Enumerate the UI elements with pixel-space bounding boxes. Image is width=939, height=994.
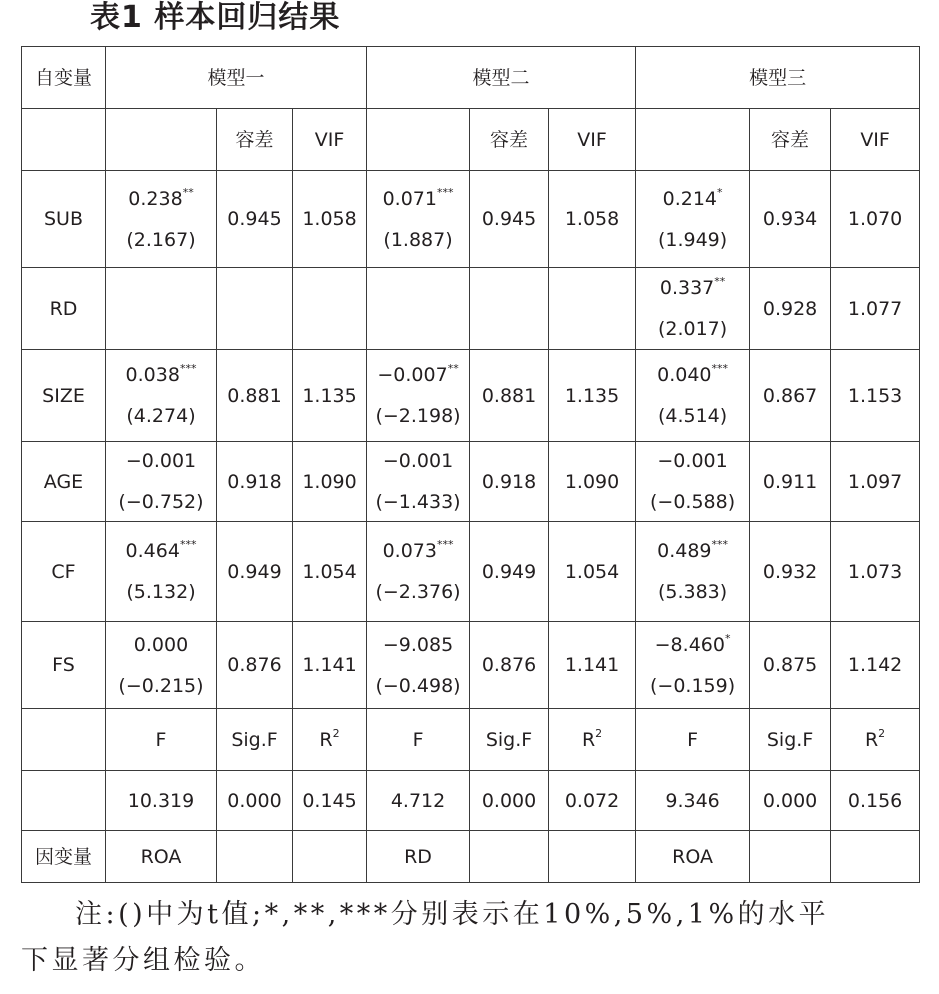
significance-marker: ***: [711, 538, 729, 551]
coefficient-number: 0.238: [128, 187, 183, 210]
t-value: (2.167): [126, 228, 196, 251]
vif-value: 1.090: [549, 442, 636, 522]
regression-table: [21, 46, 920, 883]
coefficient-value: [106, 451, 216, 471]
t-value: (4.514): [657, 405, 728, 427]
tolerance-value: 0.881: [470, 350, 549, 442]
dependent-var-value: ROA: [106, 831, 217, 883]
t-value: (4.274): [126, 405, 196, 427]
f-header: F: [367, 709, 470, 771]
tolerance-value: 0.918: [470, 442, 549, 522]
coefficient-cell: [636, 171, 750, 268]
dependent-var-value: RD: [367, 831, 470, 883]
t-value: (−2.198): [375, 405, 461, 427]
significance-marker: ***: [179, 538, 197, 551]
significance-marker: ***: [711, 362, 729, 375]
dependent-var-row: [22, 831, 920, 883]
coefficient-value: [636, 185, 749, 210]
significance-marker: **: [714, 275, 726, 288]
vif-value: 1.090: [293, 442, 367, 522]
coefficient-cell: [367, 522, 470, 622]
f-value: 9.346: [636, 771, 750, 831]
model-header-row: [22, 47, 920, 109]
coefficient-cell: [367, 350, 470, 442]
coefficient-value: [636, 362, 749, 386]
tolerance-value: 0.875: [750, 622, 831, 709]
dependent-var-label: 因变量: [22, 831, 106, 883]
coefficient-value: [367, 362, 469, 386]
tolerance-header: 容差: [470, 109, 549, 171]
table-row: [22, 350, 920, 442]
data-rows: [22, 171, 920, 709]
note-line-2: 下显著分组检验。: [21, 945, 265, 976]
r2-header: $R^2$: [831, 709, 920, 771]
coefficient-cell: [636, 522, 750, 622]
coefficient-cell: [106, 522, 217, 622]
r2-value: 0.156: [831, 771, 920, 831]
vif-value: 1.070: [831, 171, 920, 268]
tolerance-value: 0.881: [217, 350, 293, 442]
sigf-header: Sig.F: [217, 709, 293, 771]
coefficient-value: [106, 635, 216, 655]
coefficient-cell: [636, 350, 750, 442]
t-value: (−2.376): [375, 581, 461, 603]
significance-marker: **: [447, 362, 459, 375]
t-value: (1.949): [657, 228, 728, 251]
significance-marker: ***: [436, 538, 454, 551]
coefficient-number: −0.001: [657, 450, 728, 472]
vif-value: [549, 268, 636, 350]
t-value: (5.132): [126, 581, 196, 603]
significance-marker: *: [717, 185, 723, 199]
coefficient-cell: [106, 622, 217, 709]
vif-value: 1.073: [831, 522, 920, 622]
f-header: F: [106, 709, 217, 771]
r2-value: 0.145: [293, 771, 367, 831]
tolerance-value: 0.945: [217, 171, 293, 268]
t-value: (−0.159): [649, 674, 736, 697]
coefficient-cell: [106, 442, 217, 522]
coefficient-value: [367, 635, 469, 655]
tolerance-value: 0.911: [750, 442, 831, 522]
coefficient-value: [636, 538, 749, 562]
significance-marker: ***: [179, 362, 197, 375]
variable-name: CF: [22, 522, 106, 622]
coefficient-cell: [106, 171, 217, 268]
vif-value: 1.135: [293, 350, 367, 442]
coefficient-number: 0.337: [659, 277, 715, 299]
table-row: [22, 442, 920, 522]
r2-header: $R^2$: [549, 709, 636, 771]
coefficient-cell: [636, 442, 750, 522]
coefficient-number: 0.000: [133, 633, 189, 656]
coefficient-number: 0.489: [657, 540, 712, 562]
tolerance-value: 0.876: [470, 622, 549, 709]
t-value: (−0.752): [118, 491, 204, 513]
coefficient-value: [636, 631, 749, 656]
vif-value: 1.142: [831, 622, 920, 709]
coefficient-value: [367, 185, 469, 210]
table-row: [22, 622, 920, 709]
r2-value: 0.072: [549, 771, 636, 831]
significance-marker: **: [182, 185, 194, 199]
f-value: 10.319: [106, 771, 217, 831]
coefficient-number: 0.071: [382, 187, 437, 210]
vif-value: 1.097: [831, 442, 920, 522]
dependent-var-value: ROA: [636, 831, 750, 883]
vif-value: 1.054: [549, 522, 636, 622]
variable-name: SIZE: [22, 350, 106, 442]
coefficient-value: [106, 362, 216, 386]
coefficient-number: −0.007: [377, 364, 448, 386]
tolerance-value: 0.867: [750, 350, 831, 442]
independent-var-header: 自变量: [22, 47, 106, 109]
vif-value: 1.077: [831, 268, 920, 350]
tolerance-value: 0.934: [750, 171, 831, 268]
tolerance-value: 0.949: [217, 522, 293, 622]
coefficient-value: [636, 451, 749, 471]
coefficient-cell: [367, 442, 470, 522]
vif-header: VIF: [831, 109, 920, 171]
significance-marker: *: [724, 631, 731, 645]
variable-name: SUB: [22, 171, 106, 268]
table-row: [22, 268, 920, 350]
vif-value: 1.135: [549, 350, 636, 442]
r2-header: $R^2$: [293, 709, 367, 771]
model-3-header: 模型三: [636, 47, 920, 109]
model-1-header: 模型一: [106, 47, 367, 109]
vif-value: 1.054: [293, 522, 367, 622]
sigf-header: Sig.F: [750, 709, 831, 771]
table-note: [21, 892, 921, 984]
vif-value: 1.141: [549, 622, 636, 709]
coefficient-value: [106, 185, 216, 210]
sigf-value: 0.000: [470, 771, 549, 831]
coefficient-cell: [367, 171, 470, 268]
coefficient-cell: [106, 350, 217, 442]
variable-name: AGE: [22, 442, 106, 522]
coefficient-value: [636, 275, 749, 299]
coefficient-number: −0.001: [382, 450, 454, 472]
stats-values-row: [22, 771, 920, 831]
coefficient-number: 0.040: [657, 364, 712, 386]
tolerance-header: 容差: [750, 109, 831, 171]
coefficient-value: [367, 451, 469, 471]
t-value: (−0.588): [649, 491, 736, 513]
tolerance-value: 0.949: [470, 522, 549, 622]
significance-marker: ***: [436, 185, 454, 199]
t-value: (1.887): [383, 228, 453, 251]
coefficient-number: 0.038: [125, 364, 180, 386]
model-2-header: 模型二: [367, 47, 636, 109]
t-value: (−0.215): [118, 674, 204, 697]
tolerance-value: 0.928: [750, 268, 831, 350]
coefficient-number: −0.001: [125, 450, 197, 472]
tolerance-header: 容差: [217, 109, 293, 171]
coefficient-number: 0.073: [382, 540, 437, 562]
vif-value: [293, 268, 367, 350]
stats-header-row: [22, 709, 920, 771]
t-value: (5.383): [657, 581, 728, 603]
tolerance-value: 0.876: [217, 622, 293, 709]
vif-value: 1.058: [293, 171, 367, 268]
coefficient-number: 0.464: [125, 540, 180, 562]
t-value: (−1.433): [375, 491, 461, 513]
sigf-value: 0.000: [217, 771, 293, 831]
table-row: [22, 171, 920, 268]
vif-header: VIF: [549, 109, 636, 171]
sigf-value: 0.000: [750, 771, 831, 831]
t-value: (2.017): [657, 318, 728, 340]
coefficient-cell: [367, 268, 470, 350]
subheader-row: [22, 109, 920, 171]
variable-name: FS: [22, 622, 106, 709]
vif-value: 1.141: [293, 622, 367, 709]
tolerance-value: 0.918: [217, 442, 293, 522]
coefficient-cell: [636, 622, 750, 709]
tolerance-value: [470, 268, 549, 350]
coefficient-number: −9.085: [382, 633, 454, 656]
coefficient-number: −8.460: [654, 633, 725, 656]
vif-value: 1.058: [549, 171, 636, 268]
variable-name: RD: [22, 268, 106, 350]
note-line-1: 注:()中为t值;*,**,***分别表示在10%,5%,1%的水平: [75, 899, 830, 930]
tolerance-value: 0.945: [470, 171, 549, 268]
vif-value: 1.153: [831, 350, 920, 442]
tolerance-value: 0.932: [750, 522, 831, 622]
f-header: F: [636, 709, 750, 771]
coefficient-value: [367, 538, 469, 562]
coefficient-number: 0.214: [662, 187, 718, 210]
coefficient-cell: [367, 622, 470, 709]
tolerance-value: [217, 268, 293, 350]
coefficient-cell: [636, 268, 750, 350]
table-title: 表1 样本回归结果: [90, 0, 341, 35]
coefficient-cell: [106, 268, 217, 350]
vif-header: VIF: [293, 109, 367, 171]
sigf-header: Sig.F: [470, 709, 549, 771]
table-row: [22, 522, 920, 622]
t-value: (−0.498): [375, 674, 461, 697]
coefficient-value: [106, 538, 216, 562]
f-value: 4.712: [367, 771, 470, 831]
